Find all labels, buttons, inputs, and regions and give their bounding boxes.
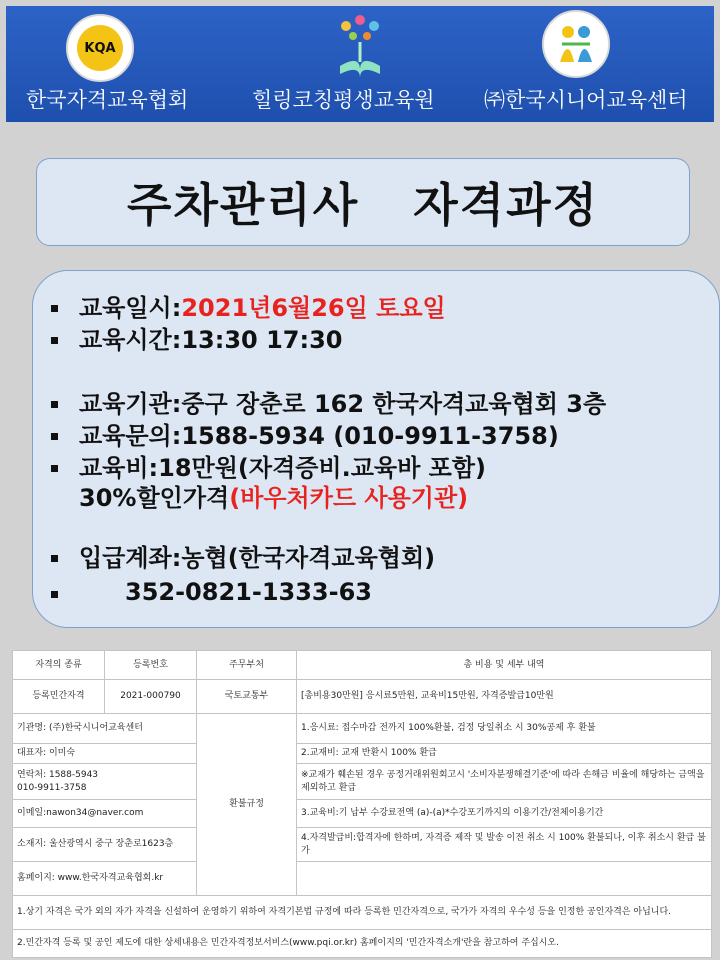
info-date [79,293,446,323]
note-1: 1.상기 자격은 국가 외의 자가 자격을 신설하여 운영하기 위하여 자격기본법 규정에 따라 등록한 민간자격으로, 국가가 자격의 우수성 등을 인정한 공인자격은 아닙니다. [13,896,712,930]
table-row [13,930,712,958]
note-2: 2.민간자격 등록 및 공인 제도에 대한 상세내용은 민간자격정보서비스(www.pqi.or.kr) 홈페이지의 '민간자격소개'란을 참고하여 주십시오. [13,930,712,958]
org-healing [242,6,478,122]
kqa-logo [66,14,134,82]
cell-reg-number: 2021-000790 [105,680,197,714]
info-discount-note: (바우처카드 사용기관) [229,484,469,512]
org-senior [478,6,714,122]
header-ministry: 주무부처 [197,651,297,680]
bullet-icon [51,465,58,472]
cell-address: 소재지: 울산광역시 중구 장춘로1623층 [13,828,197,862]
header-reg-number: 등록번호 [105,651,197,680]
header-banner [6,6,714,122]
refund-item-2: 2.교재비: 교재 반환시 100% 환급 [297,744,712,764]
table-row [13,896,712,930]
info-account: 입급계좌:농협(한국자격교육협회) [79,544,436,572]
senior-logo [542,10,610,78]
info-account-number: 352-0821-1333-63 [125,578,372,606]
table-row [13,680,712,714]
cell-homepage: 홈페이지: www.한국자격교육협회.kr [13,862,197,896]
bullet-icon [51,555,58,562]
refund-item-4: 4.자격발급비:합격자에 한하며, 자격증 제작 및 발송 이전 취소 시 100% 환불되나, 이후 취소시 환급 불가 [297,828,712,862]
org-name-kqa: 한국자격교육협회 [26,88,189,112]
header-type: 자격의 종류 [13,651,105,680]
refund-label: 환불규정 [197,714,297,896]
org-name-healing: 힐링코칭평생교육원 [252,88,435,112]
healing-logo [320,12,400,82]
table-row [13,800,712,828]
table-header-row [13,651,712,680]
bullet-icon [51,305,58,312]
table-row [13,744,712,764]
certificate-info-table [12,650,712,958]
info-discount-label: 30%할인가격 [79,484,230,512]
info-time: 교육시간:13:30 17:30 [79,326,343,354]
table-row [13,862,712,896]
table-row [13,764,712,800]
info-place: 교육기관:중구 장춘로 162 한국자격교육협회 3층 [79,390,607,418]
cell-ministry: 국토교통부 [197,680,297,714]
header-cost: 총 비용 및 세부 내역 [297,651,712,680]
title-box [36,158,690,246]
info-date-value: 2021년6월26일 토요일 [181,294,446,322]
refund-empty-cell [297,862,712,896]
org-name-senior: ㈜한국시니어교육센터 [484,88,688,112]
senior-logo-figures [544,12,608,76]
cell-email: 이메일:nawon34@naver.com [13,800,197,828]
cell-cost: [총비용30만원] 응시료5만원, 교육비15만원, 자격증발급10만원 [297,680,712,714]
refund-item-note: ※교재가 훼손된 경우 공정거래위원회고시 '소비자분쟁해결기준'에 따라 손해금 비율에 해당하는 금액을 제외하고 환급 [297,764,712,800]
bullet-icon [51,591,58,598]
cell-phone: 연락처: 1588-5943 010-9911-3758 [13,764,197,800]
page-title: 주차관리사 자격과정 [127,178,599,232]
bullet-icon [51,433,58,440]
cell-rep: 대표자: 이미숙 [13,744,197,764]
table-row [13,828,712,862]
info-contact: 교육문의:1588-5934 (010-9911-3758) [79,422,559,450]
bullet-icon [51,337,58,344]
table-row [13,714,712,744]
cell-type: 등록민간자격 [13,680,105,714]
info-discount [79,483,468,513]
kqa-logo-text: KQA [77,25,123,71]
info-box [32,270,720,628]
refund-item-1: 1.응시료: 접수마감 전까지 100%환불, 검정 당일취소 시 30%공제 후 환불 [297,714,712,744]
bullet-icon [51,401,58,408]
cell-agency: 기관명: (주)한국시니어교육센터 [13,714,197,744]
info-date-label: 교육일시: [79,294,182,322]
org-kqa [6,6,242,122]
info-fee: 교육비:18만원(자격증비.교육바 포함) [79,454,486,482]
refund-item-3: 3.교육비:기 납부 수강료전액 (a)-(a)*수강포기까지의 이용기간/전체이용기간 [297,800,712,828]
